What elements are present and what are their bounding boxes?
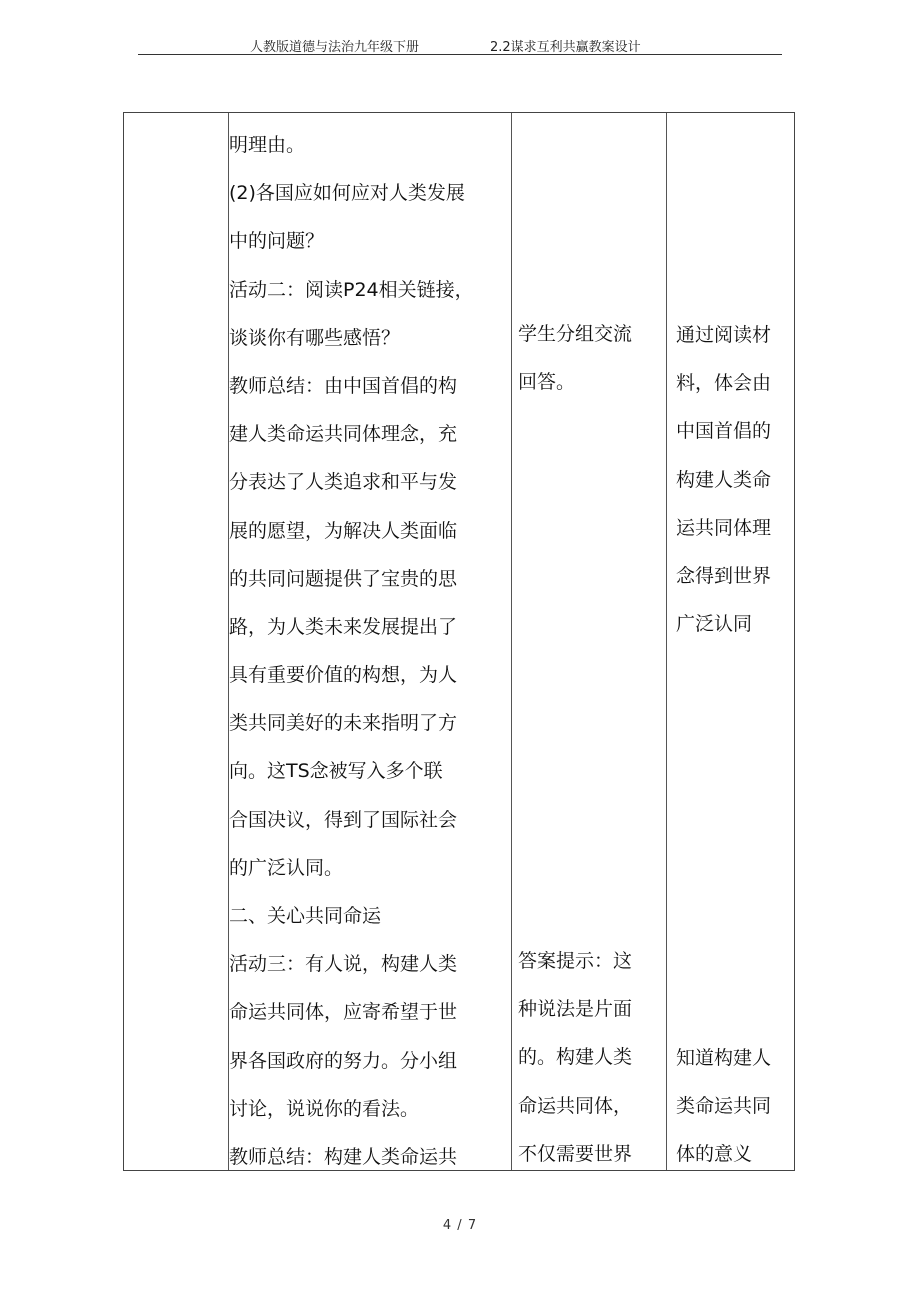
design-intent-line: 通过阅读材 [676,324,772,346]
design-intent-line: 体的意义 [676,1143,753,1166]
teacher-activity-line: 命运共同体，应寄希望于世 [229,1001,458,1024]
teacher-activity-line: 合国决议，得到了国际社会 [229,808,458,831]
teacher-activity-line: 向。这TS念被写入多个联 [229,760,443,783]
lesson-table [123,112,795,1171]
answer-hint-line: 的。构建人类 [518,1046,633,1069]
teacher-activity-line: 中的问题？ [229,230,325,253]
design-intent-block [676,311,792,648]
teacher-activity-line: 二、关心共同命运 [229,905,382,927]
column-divider [666,113,667,1170]
design-intent-block [676,1034,792,1179]
design-intent-line: 料，体会由 [676,372,772,395]
teacher-activity-line: 类共同美好的未来指明了方 [229,712,458,735]
teacher-activity-line: 谈谈你有哪些感悟？ [229,326,401,349]
teacher-activity-line: 教师总结：由中国首倡的构 [229,374,458,397]
page-header [138,36,782,55]
design-intent-line: 知道构建人 [676,1047,772,1069]
teacher-activity-line: 界各国政府的努力。分小组 [229,1049,458,1072]
student-activity-line: 回答。 [518,371,576,394]
teacher-activity-line: 展的愿望，为解决人类面临 [229,519,458,542]
column-divider [511,113,512,1170]
teacher-activity-line: 讨论，说说你的看法。 [229,1097,420,1120]
page-number: 4 / 7 [442,1218,478,1233]
design-intent-line: 广泛认同 [676,613,753,636]
answer-hint-line: 答案提示：这 [518,950,633,972]
design-intent-line: 中国首倡的 [676,420,772,443]
teacher-activity-line: 活动三：有人说，构建人类 [229,953,458,976]
teacher-activity-line: 的广泛认同。 [229,856,344,879]
teacher-activity-line: (2)各国应如何应对人类发展 [229,182,465,205]
answer-hint-line: 种说法是片面 [518,998,633,1021]
teacher-activity-column [229,121,509,1181]
design-intent-line: 构建人类命 [676,468,772,491]
teacher-activity-line: 教师总结：构建人类命运共 [229,1145,458,1168]
answer-hint-block [518,937,666,1178]
teacher-activity-line: 的共同问题提供了宝贵的思 [229,567,458,590]
student-activity-line: 学生分组交流 [518,323,633,345]
teacher-activity-line: 明理由。 [229,134,306,156]
teacher-activity-line: 活动二：阅读P24相关链接， [229,278,474,301]
design-intent-line: 运共同体理 [676,516,772,539]
teacher-activity-line: 分表达了人类追求和平与发 [229,471,458,494]
teacher-activity-line: 具有重要价值的构想，为人 [229,664,458,687]
teacher-activity-line: 建人类命运共同体理念，充 [229,423,458,446]
answer-hint-line: 命运共同体， [518,1094,633,1117]
design-intent-line: 类命运共同 [676,1095,772,1118]
student-activity-block [518,310,666,406]
answer-hint-line: 不仅需要世界 [518,1142,633,1165]
header-book-title: 人教版道德与法治九年级下册 [250,40,420,55]
header-lesson-title: 2.2谋求互利共赢教案设计 [490,40,641,55]
design-intent-line: 念得到世界 [676,564,772,587]
teacher-activity-line: 路，为人类未来发展提出了 [229,615,458,638]
